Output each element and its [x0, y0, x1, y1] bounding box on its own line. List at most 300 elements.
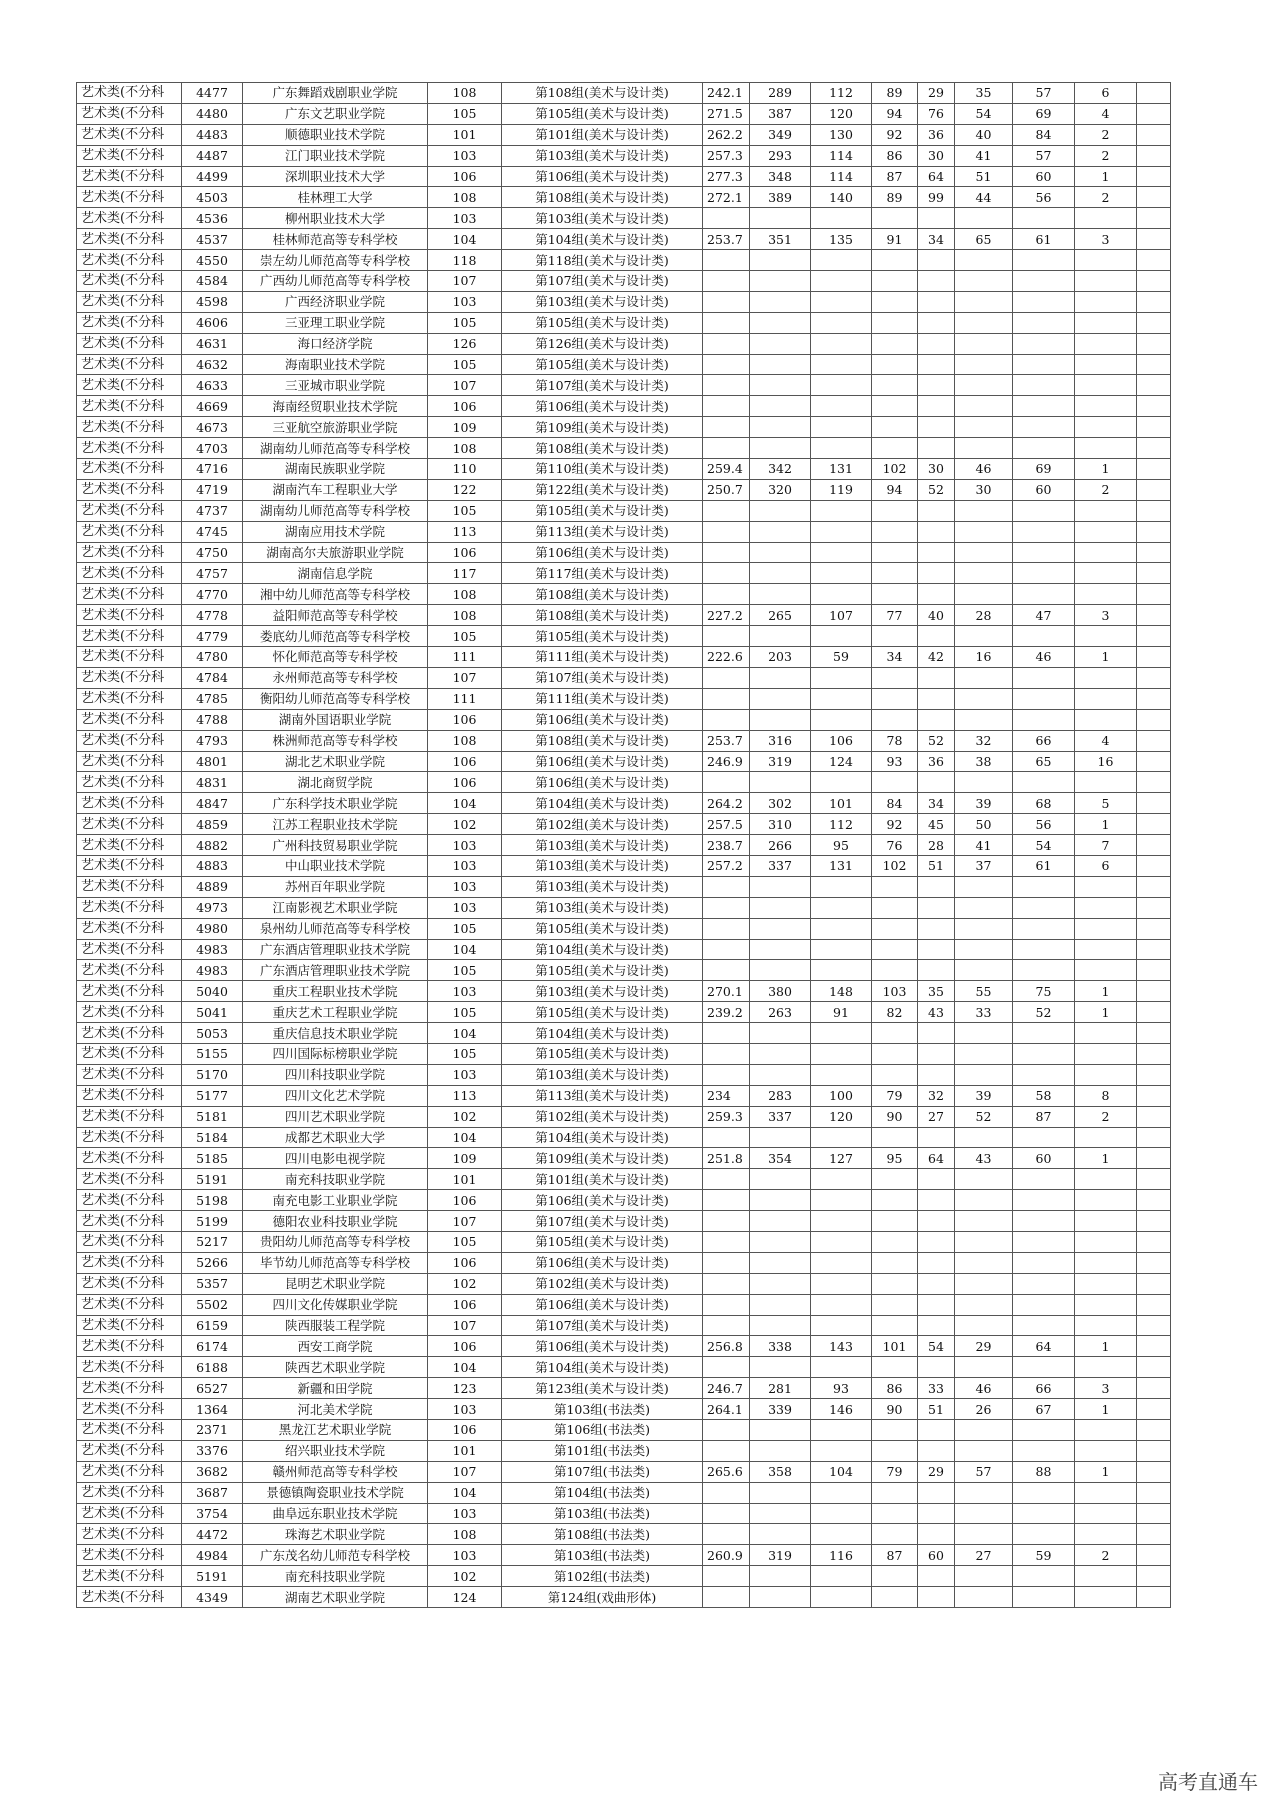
group-name-cell: 第106组(美术与设计类) [502, 396, 703, 417]
blank-cell [1137, 1524, 1171, 1545]
score-cell [703, 1524, 750, 1545]
col-c-cell [918, 772, 955, 793]
count-cell [1075, 1566, 1137, 1587]
subject-type-cell: 艺术类(不分科 [77, 166, 182, 187]
score-cell [703, 1169, 750, 1190]
score-cell [703, 1294, 750, 1315]
group-name-cell: 第103组(美术与设计类) [502, 876, 703, 897]
school-name-cell: 崇左幼儿师范高等专科学校 [243, 250, 428, 271]
blank-cell [1137, 1169, 1171, 1190]
group-code-cell: 106 [428, 751, 502, 772]
rank-cell [750, 1252, 811, 1273]
group-code-cell: 103 [428, 208, 502, 229]
col-c-cell: 64 [918, 1148, 955, 1169]
table-row [77, 1273, 1171, 1294]
count-cell: 6 [1075, 855, 1137, 876]
school-name-cell: 黑龙江艺术职业学院 [243, 1420, 428, 1441]
col-e-cell [1013, 312, 1075, 333]
score-cell [703, 563, 750, 584]
col-c-cell [918, 1211, 955, 1232]
count-cell: 2 [1075, 187, 1137, 208]
count-cell [1075, 375, 1137, 396]
rank-cell: 319 [750, 751, 811, 772]
col-d-cell [955, 1273, 1013, 1294]
school-code-cell: 3754 [182, 1503, 243, 1524]
school-code-cell: 3682 [182, 1461, 243, 1482]
col-e-cell: 66 [1013, 1378, 1075, 1399]
school-name-cell: 绍兴职业技术学院 [243, 1440, 428, 1461]
group-code-cell: 103 [428, 1399, 502, 1420]
col-d-cell [955, 250, 1013, 271]
group-name-cell: 第110组(美术与设计类) [502, 459, 703, 480]
col-c-cell: 34 [918, 229, 955, 250]
col-b-cell [872, 375, 918, 396]
group-name-cell: 第106组(美术与设计类) [502, 1190, 703, 1211]
col-a-cell [811, 1357, 872, 1378]
group-code-cell: 108 [428, 730, 502, 751]
group-name-cell: 第103组(美术与设计类) [502, 897, 703, 918]
group-name-cell: 第123组(美术与设计类) [502, 1378, 703, 1399]
school-code-cell: 4745 [182, 521, 243, 542]
blank-cell [1137, 876, 1171, 897]
school-name-cell: 海口经济学院 [243, 333, 428, 354]
group-name-cell: 第111组(美术与设计类) [502, 647, 703, 668]
subject-type-cell: 艺术类(不分科 [77, 375, 182, 396]
school-code-cell: 4785 [182, 688, 243, 709]
col-d-cell [955, 626, 1013, 647]
table-row [77, 1085, 1171, 1106]
col-c-cell [918, 396, 955, 417]
count-cell: 4 [1075, 730, 1137, 751]
school-name-cell: 桂林理工大学 [243, 187, 428, 208]
group-name-cell: 第126组(美术与设计类) [502, 333, 703, 354]
rank-cell [750, 1294, 811, 1315]
table-row [77, 1566, 1171, 1587]
school-code-cell: 4831 [182, 772, 243, 793]
table-row [77, 1169, 1171, 1190]
col-d-cell [955, 208, 1013, 229]
score-cell: 259.4 [703, 459, 750, 480]
school-name-cell: 中山职业技术学院 [243, 855, 428, 876]
col-b-cell: 90 [872, 1399, 918, 1420]
count-cell [1075, 939, 1137, 960]
col-c-cell [918, 960, 955, 981]
col-e-cell: 58 [1013, 1085, 1075, 1106]
col-b-cell: 79 [872, 1085, 918, 1106]
col-b-cell [872, 939, 918, 960]
col-e-cell [1013, 1043, 1075, 1064]
school-code-cell: 4633 [182, 375, 243, 396]
col-c-cell [918, 417, 955, 438]
rank-cell: 342 [750, 459, 811, 480]
blank-cell [1137, 1357, 1171, 1378]
count-cell: 2 [1075, 479, 1137, 500]
col-a-cell [811, 563, 872, 584]
subject-type-cell: 艺术类(不分科 [77, 1127, 182, 1148]
group-name-cell: 第105组(美术与设计类) [502, 103, 703, 124]
score-cell [703, 1023, 750, 1044]
col-d-cell [955, 709, 1013, 730]
table-row [77, 333, 1171, 354]
group-name-cell: 第108组(美术与设计类) [502, 83, 703, 104]
col-e-cell [1013, 1190, 1075, 1211]
score-cell: 242.1 [703, 83, 750, 104]
group-name-cell: 第109组(美术与设计类) [502, 1148, 703, 1169]
col-e-cell: 69 [1013, 103, 1075, 124]
subject-type-cell: 艺术类(不分科 [77, 1482, 182, 1503]
col-e-cell: 47 [1013, 605, 1075, 626]
col-e-cell [1013, 1127, 1075, 1148]
col-a-cell [811, 772, 872, 793]
school-name-cell: 四川文化艺术学院 [243, 1085, 428, 1106]
subject-type-cell: 艺术类(不分科 [77, 835, 182, 856]
group-name-cell: 第102组(美术与设计类) [502, 1106, 703, 1127]
score-cell [703, 312, 750, 333]
subject-type-cell: 艺术类(不分科 [77, 1587, 182, 1608]
col-a-cell [811, 1587, 872, 1608]
school-name-cell: 四川艺术职业学院 [243, 1106, 428, 1127]
count-cell: 3 [1075, 605, 1137, 626]
count-cell [1075, 312, 1137, 333]
subject-type-cell: 艺术类(不分科 [77, 876, 182, 897]
school-code-cell: 4973 [182, 897, 243, 918]
group-code-cell: 105 [428, 1043, 502, 1064]
col-e-cell: 65 [1013, 751, 1075, 772]
blank-cell [1137, 1482, 1171, 1503]
col-d-cell: 41 [955, 835, 1013, 856]
col-c-cell: 64 [918, 166, 955, 187]
school-code-cell: 4847 [182, 793, 243, 814]
group-name-cell: 第104组(美术与设计类) [502, 793, 703, 814]
group-name-cell: 第103组(书法类) [502, 1545, 703, 1566]
group-name-cell: 第103组(美术与设计类) [502, 1064, 703, 1085]
rank-cell: 265 [750, 605, 811, 626]
count-cell [1075, 960, 1137, 981]
col-c-cell [918, 1231, 955, 1252]
school-code-cell: 4536 [182, 208, 243, 229]
col-c-cell: 27 [918, 1106, 955, 1127]
col-d-cell [955, 960, 1013, 981]
rank-cell: 339 [750, 1399, 811, 1420]
col-e-cell [1013, 1482, 1075, 1503]
school-name-cell: 江苏工程职业技术学院 [243, 814, 428, 835]
col-c-cell [918, 1420, 955, 1441]
blank-cell [1137, 1315, 1171, 1336]
school-name-cell: 广东酒店管理职业技术学院 [243, 939, 428, 960]
blank-cell [1137, 521, 1171, 542]
col-a-cell [811, 667, 872, 688]
col-b-cell [872, 1587, 918, 1608]
school-name-cell: 贵阳幼儿师范高等专科学校 [243, 1231, 428, 1252]
blank-cell [1137, 1378, 1171, 1399]
rank-cell: 266 [750, 835, 811, 856]
subject-type-cell: 艺术类(不分科 [77, 103, 182, 124]
table-row [77, 208, 1171, 229]
count-cell [1075, 417, 1137, 438]
col-e-cell [1013, 939, 1075, 960]
rank-cell [750, 1231, 811, 1252]
blank-cell [1137, 855, 1171, 876]
group-code-cell: 105 [428, 960, 502, 981]
blank-cell [1137, 751, 1171, 772]
school-code-cell: 5502 [182, 1294, 243, 1315]
col-e-cell [1013, 1566, 1075, 1587]
school-name-cell: 江门职业技术学院 [243, 145, 428, 166]
rank-cell [750, 1440, 811, 1461]
school-name-cell: 新疆和田学院 [243, 1378, 428, 1399]
group-name-cell: 第107组(美术与设计类) [502, 1315, 703, 1336]
col-a-cell [811, 1231, 872, 1252]
count-cell: 3 [1075, 229, 1137, 250]
col-e-cell: 57 [1013, 83, 1075, 104]
school-code-cell: 4631 [182, 333, 243, 354]
school-code-cell: 4584 [182, 271, 243, 292]
group-code-cell: 106 [428, 1420, 502, 1441]
group-code-cell: 103 [428, 897, 502, 918]
school-name-cell: 湖南民族职业学院 [243, 459, 428, 480]
group-code-cell: 104 [428, 1357, 502, 1378]
score-cell [703, 1357, 750, 1378]
subject-type-cell: 艺术类(不分科 [77, 605, 182, 626]
rank-cell: 263 [750, 1002, 811, 1023]
col-d-cell: 55 [955, 981, 1013, 1002]
col-a-cell: 143 [811, 1336, 872, 1357]
col-e-cell [1013, 667, 1075, 688]
col-b-cell: 93 [872, 751, 918, 772]
count-cell [1075, 354, 1137, 375]
col-c-cell [918, 333, 955, 354]
school-name-cell: 成都艺术职业大学 [243, 1127, 428, 1148]
col-d-cell [955, 354, 1013, 375]
subject-type-cell: 艺术类(不分科 [77, 855, 182, 876]
subject-type-cell: 艺术类(不分科 [77, 187, 182, 208]
score-cell: 246.9 [703, 751, 750, 772]
count-cell: 16 [1075, 751, 1137, 772]
col-e-cell [1013, 500, 1075, 521]
col-e-cell: 69 [1013, 459, 1075, 480]
school-code-cell: 4472 [182, 1524, 243, 1545]
count-cell [1075, 1043, 1137, 1064]
col-c-cell: 51 [918, 855, 955, 876]
col-d-cell [955, 291, 1013, 312]
col-c-cell [918, 939, 955, 960]
count-cell [1075, 542, 1137, 563]
score-cell [703, 709, 750, 730]
table-row [77, 250, 1171, 271]
rank-cell [750, 1420, 811, 1441]
rank-cell: 387 [750, 103, 811, 124]
rank-cell [750, 1064, 811, 1085]
col-d-cell [955, 1315, 1013, 1336]
group-code-cell: 101 [428, 1440, 502, 1461]
school-code-cell: 5198 [182, 1190, 243, 1211]
col-e-cell [1013, 1211, 1075, 1232]
col-d-cell [955, 1524, 1013, 1545]
school-code-cell: 4770 [182, 584, 243, 605]
blank-cell [1137, 667, 1171, 688]
col-a-cell [811, 354, 872, 375]
col-d-cell: 40 [955, 124, 1013, 145]
table-body [77, 83, 1171, 1608]
school-code-cell: 5177 [182, 1085, 243, 1106]
table-row [77, 1399, 1171, 1420]
col-a-cell [811, 291, 872, 312]
count-cell [1075, 1420, 1137, 1441]
count-cell [1075, 1231, 1137, 1252]
rank-cell [750, 312, 811, 333]
col-d-cell [955, 1064, 1013, 1085]
col-e-cell: 84 [1013, 124, 1075, 145]
group-name-cell: 第105组(美术与设计类) [502, 354, 703, 375]
blank-cell [1137, 1461, 1171, 1482]
group-code-cell: 106 [428, 1294, 502, 1315]
school-name-cell: 湖南汽车工程职业大学 [243, 479, 428, 500]
col-c-cell [918, 667, 955, 688]
group-name-cell: 第108组(美术与设计类) [502, 605, 703, 626]
col-b-cell: 78 [872, 730, 918, 751]
blank-cell [1137, 1064, 1171, 1085]
school-code-cell: 4499 [182, 166, 243, 187]
school-name-cell: 珠海艺术职业学院 [243, 1524, 428, 1545]
subject-type-cell: 艺术类(不分科 [77, 500, 182, 521]
group-code-cell: 103 [428, 145, 502, 166]
score-cell: 257.2 [703, 855, 750, 876]
col-c-cell [918, 1357, 955, 1378]
group-code-cell: 105 [428, 1002, 502, 1023]
col-b-cell [872, 1566, 918, 1587]
subject-type-cell: 艺术类(不分科 [77, 396, 182, 417]
group-code-cell: 103 [428, 876, 502, 897]
school-name-cell: 广东舞蹈戏剧职业学院 [243, 83, 428, 104]
school-code-cell: 5040 [182, 981, 243, 1002]
col-d-cell [955, 1357, 1013, 1378]
group-code-cell: 108 [428, 438, 502, 459]
col-d-cell [955, 1043, 1013, 1064]
col-e-cell: 66 [1013, 730, 1075, 751]
school-code-cell: 5191 [182, 1566, 243, 1587]
col-d-cell: 28 [955, 605, 1013, 626]
table-row [77, 835, 1171, 856]
blank-cell [1137, 1587, 1171, 1608]
subject-type-cell: 艺术类(不分科 [77, 1169, 182, 1190]
col-a-cell: 135 [811, 229, 872, 250]
col-c-cell [918, 876, 955, 897]
col-a-cell [811, 208, 872, 229]
table-row [77, 1336, 1171, 1357]
school-code-cell: 4719 [182, 479, 243, 500]
table-row [77, 709, 1171, 730]
col-b-cell [872, 918, 918, 939]
group-code-cell: 111 [428, 647, 502, 668]
group-name-cell: 第108组(美术与设计类) [502, 187, 703, 208]
blank-cell [1137, 960, 1171, 981]
col-a-cell: 112 [811, 814, 872, 835]
col-b-cell [872, 438, 918, 459]
school-name-cell: 湖南幼儿师范高等专科学校 [243, 438, 428, 459]
table-row [77, 1064, 1171, 1085]
col-b-cell: 94 [872, 479, 918, 500]
school-name-cell: 重庆艺术工程职业学院 [243, 1002, 428, 1023]
col-c-cell: 60 [918, 1545, 955, 1566]
col-c-cell: 51 [918, 1399, 955, 1420]
col-d-cell: 37 [955, 855, 1013, 876]
school-code-cell: 5053 [182, 1023, 243, 1044]
blank-cell [1137, 1420, 1171, 1441]
group-code-cell: 104 [428, 1023, 502, 1044]
col-c-cell [918, 291, 955, 312]
col-d-cell [955, 1169, 1013, 1190]
blank-cell [1137, 500, 1171, 521]
table-row [77, 939, 1171, 960]
blank-cell [1137, 103, 1171, 124]
col-e-cell [1013, 1420, 1075, 1441]
count-cell [1075, 918, 1137, 939]
col-b-cell [872, 1064, 918, 1085]
rank-cell [750, 1524, 811, 1545]
col-c-cell [918, 897, 955, 918]
col-d-cell [955, 396, 1013, 417]
col-a-cell [811, 688, 872, 709]
group-code-cell: 106 [428, 166, 502, 187]
rank-cell [750, 918, 811, 939]
group-name-cell: 第104组(美术与设计类) [502, 1357, 703, 1378]
col-c-cell [918, 354, 955, 375]
table-row [77, 1043, 1171, 1064]
score-cell: 270.1 [703, 981, 750, 1002]
school-name-cell: 江南影视艺术职业学院 [243, 897, 428, 918]
score-cell: 253.7 [703, 229, 750, 250]
blank-cell [1137, 271, 1171, 292]
col-a-cell [811, 1043, 872, 1064]
col-c-cell [918, 1315, 955, 1336]
col-c-cell [918, 250, 955, 271]
school-code-cell: 5170 [182, 1064, 243, 1085]
subject-type-cell: 艺术类(不分科 [77, 1085, 182, 1106]
subject-type-cell: 艺术类(不分科 [77, 584, 182, 605]
col-d-cell: 27 [955, 1545, 1013, 1566]
group-name-cell: 第105组(美术与设计类) [502, 1002, 703, 1023]
col-b-cell: 90 [872, 1106, 918, 1127]
col-a-cell [811, 396, 872, 417]
col-e-cell [1013, 960, 1075, 981]
col-e-cell [1013, 1315, 1075, 1336]
col-b-cell [872, 1315, 918, 1336]
count-cell [1075, 897, 1137, 918]
count-cell [1075, 688, 1137, 709]
school-code-cell: 4673 [182, 417, 243, 438]
group-code-cell: 106 [428, 709, 502, 730]
subject-type-cell: 艺术类(不分科 [77, 709, 182, 730]
count-cell [1075, 1023, 1137, 1044]
group-code-cell: 106 [428, 542, 502, 563]
col-e-cell: 75 [1013, 981, 1075, 1002]
table-row [77, 667, 1171, 688]
group-code-cell: 102 [428, 1106, 502, 1127]
school-name-cell: 四川电影电视学院 [243, 1148, 428, 1169]
group-name-cell: 第105组(美术与设计类) [502, 500, 703, 521]
blank-cell [1137, 981, 1171, 1002]
score-cell: 246.7 [703, 1378, 750, 1399]
col-d-cell [955, 772, 1013, 793]
rank-cell [750, 1273, 811, 1294]
blank-cell [1137, 1023, 1171, 1044]
col-b-cell [872, 1440, 918, 1461]
col-c-cell [918, 500, 955, 521]
blank-cell [1137, 563, 1171, 584]
col-a-cell: 100 [811, 1085, 872, 1106]
rank-cell [750, 584, 811, 605]
table-row [77, 981, 1171, 1002]
